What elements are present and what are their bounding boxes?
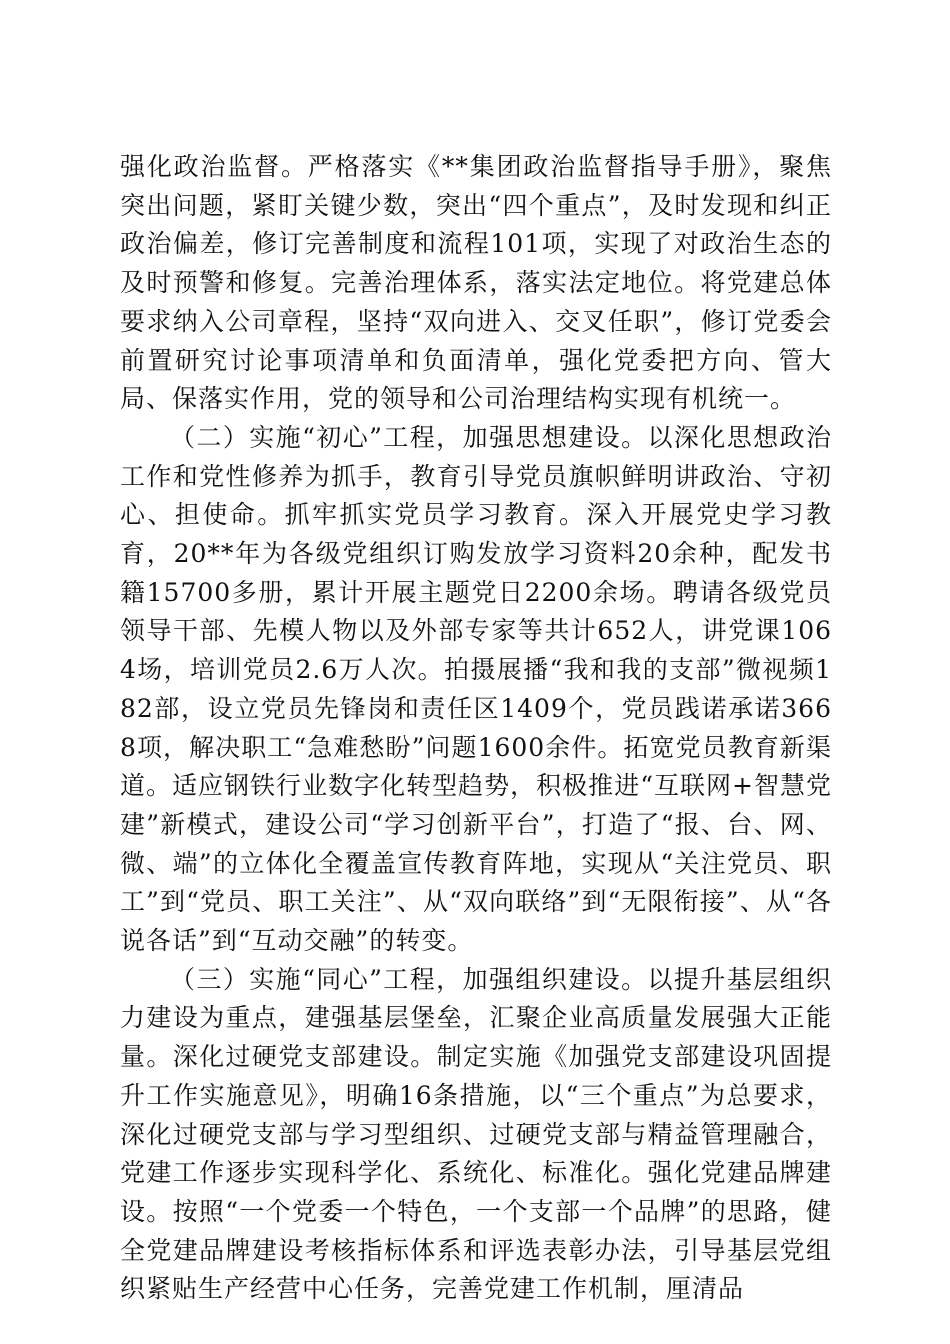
document-page: [120, 148, 832, 1309]
body-paragraph-political-supervision: 强化政治监督。严格落实《**集团政治监督指导手册》，聚焦突出问题，紧盯关键少数，突出“四个重点”，及时发现和纠正政治偏差，修订完善制度和流程101项，实现了对政治生态的及时预警和修复。完善治理体系，落实法定地位。将党建总体要求纳入公司章程，坚持“双向进入、交叉任职”，修订党委会前置研究讨论事项清单和负面清单，强化党委把方向、管大局、保落实作用，党的领导和公司治理结构实现有机统一。: [120, 152, 832, 414]
body-paragraph-same-heart-project: （三）实施“同心”工程，加强组织建设。以提升基层组织力建设为重点，建强基层堡垒，汇聚企业高质量发展强大正能量。深化过硬党支部建设。制定实施《加强党支部建设巩固提升工作实施意见》，明确16条措施，以“三个重点”为总要求，深化过硬党支部与学习型组织、过硬党支部与精益管理融合，党建工作逐步实现科学化、系统化、标准化。强化党建品牌建设。按照“一个党委一个特色，一个支部一个品牌”的思路，健全党建品牌建设考核指标体系和评选表彰办法，引导基层党组织紧贴生产经营中心任务，完善党建工作机制，厘清品: [120, 964, 832, 1304]
body-paragraph-initial-heart-project: （二）实施“初心”工程，加强思想建设。以深化思想政治工作和党性修养为抓手，教育引导党员旗帜鲜明讲政治、守初心、担使命。抓牢抓实党员学习教育。深入开展党史学习教育，20**年为各级党组织订购发放学习资料20余种，配发书籍15700多册，累计开展主题党日2200余场。聘请各级党员领导干部、先模人物以及外部专家等共计652人，讲党课1064场，培训党员2.6万人次。拍摄展播“我和我的支部”微视频182部，设立党员先锋岗和责任区1409个，党员践诺承诺3668项，解决职工“急难愁盼”问题1600余件。拓宽党员教育新渠道。适应钢铁行业数字化转型趋势，积极推进“互联网+智慧党建”新模式，建设公司“学习创新平台”，打造了“报、台、网、微、端”的立体化全覆盖宣传教育阵地，实现从“关注党员、职工”到“党员、职工关注”、从“双向联络”到“无限衔接”、从“各说各话”到“互动交融”的转变。: [120, 422, 832, 956]
